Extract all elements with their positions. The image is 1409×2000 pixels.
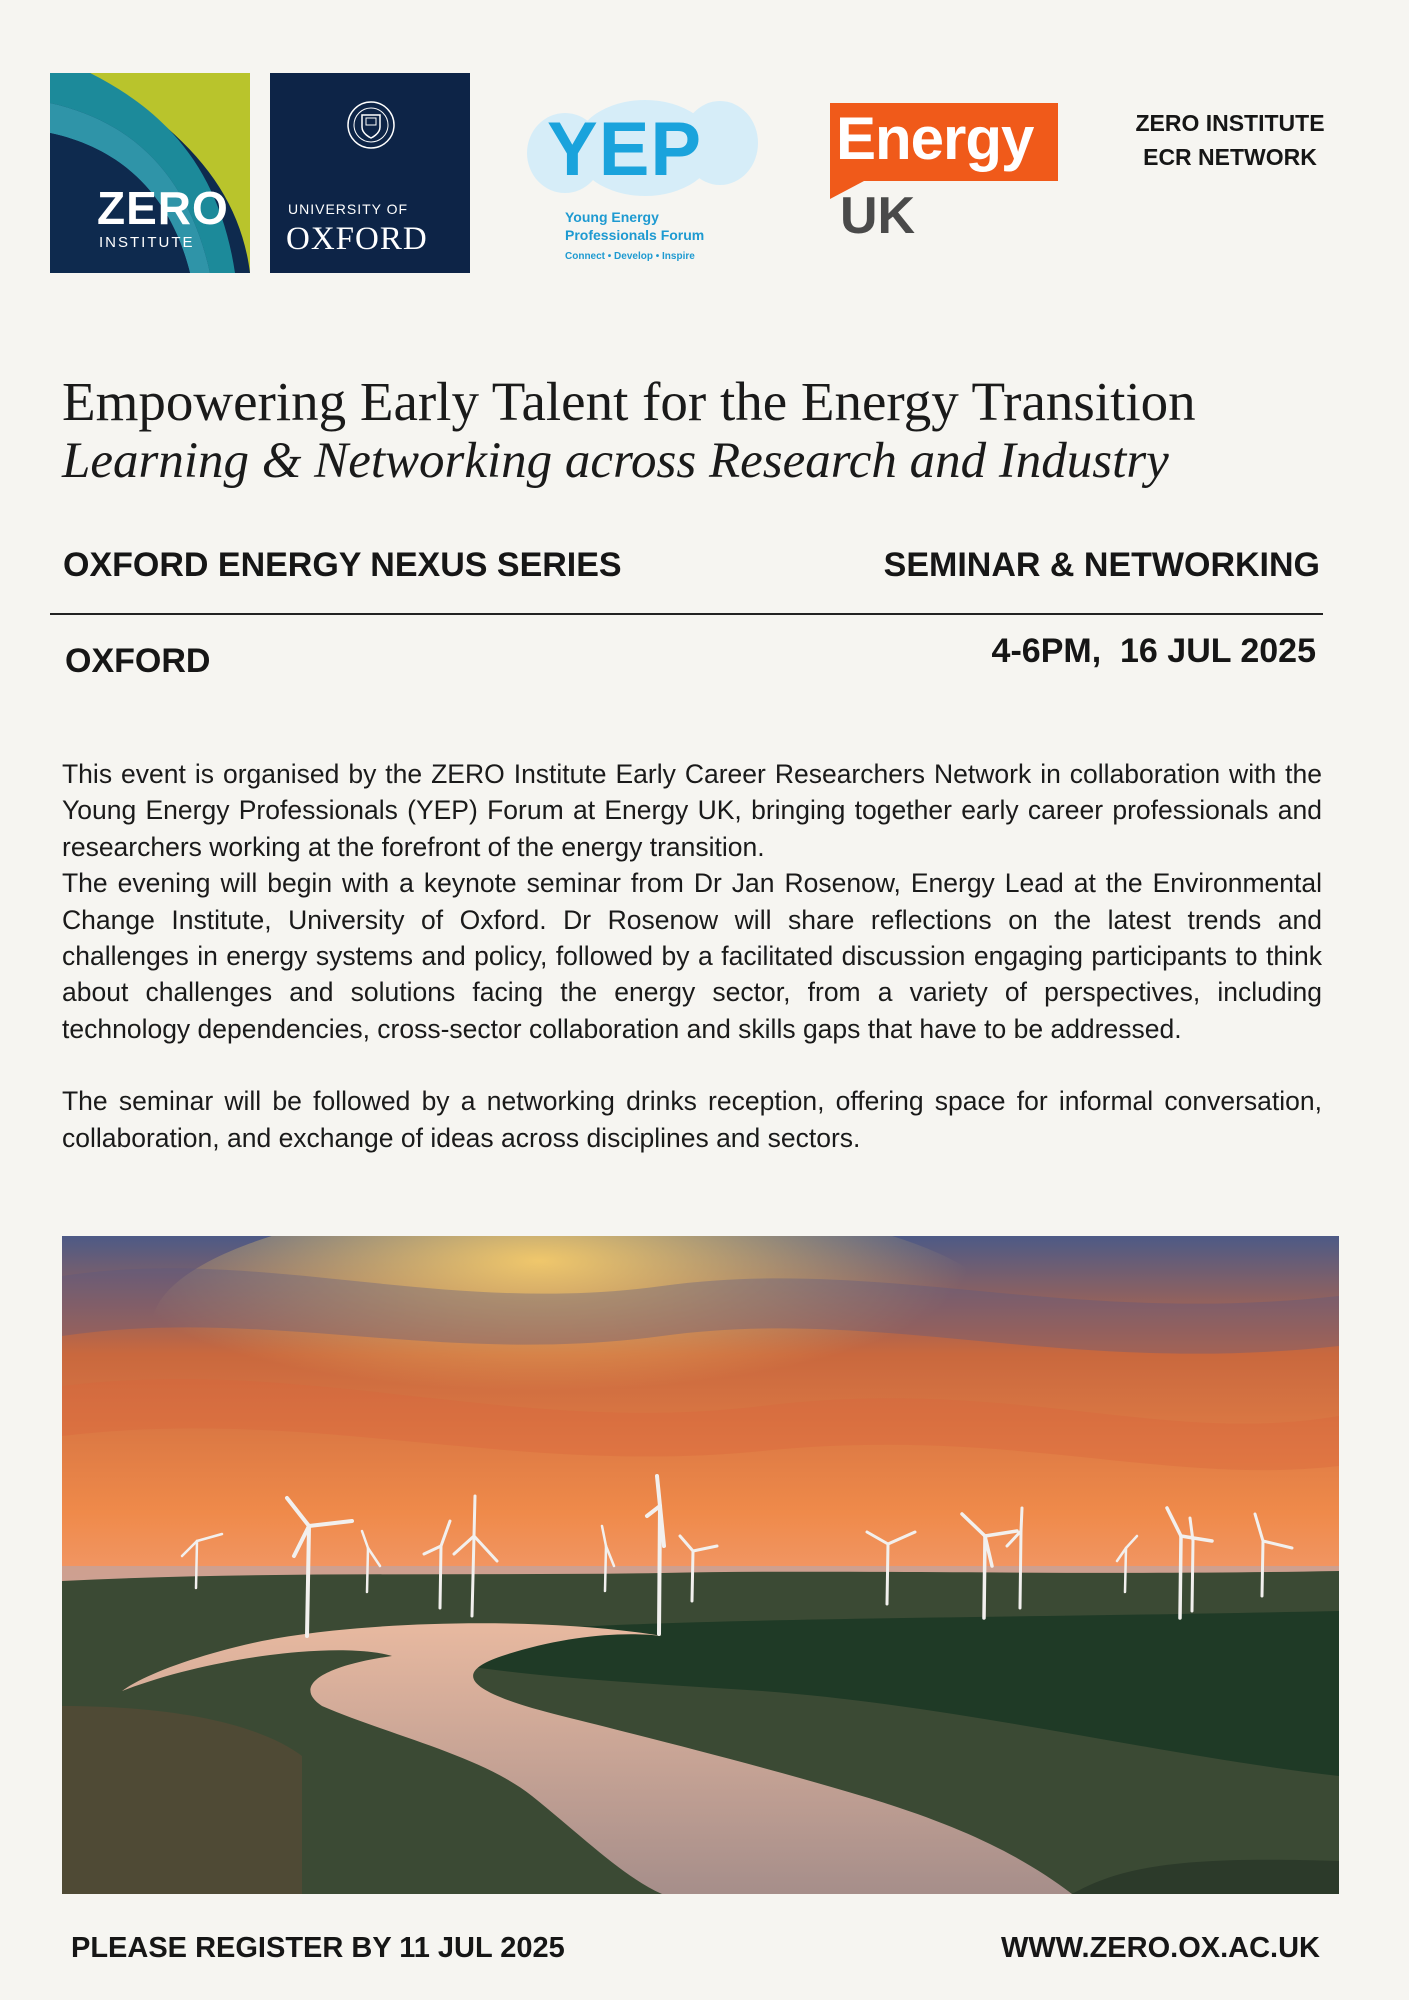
network-label-line1: ZERO INSTITUTE: [1135, 110, 1325, 136]
website-link[interactable]: WWW.ZERO.OX.AC.UK: [1001, 1932, 1320, 1964]
location-label: OXFORD: [65, 642, 211, 680]
series-label: OXFORD ENERGY NEXUS SERIES: [63, 546, 622, 584]
description-paragraph-2: The evening will begin with a keynote seminar from Dr Jan Rosenow, Energy Lead at the Environmental Change Institute, University of Oxford. Dr Rosenow will share reflections on the latest trends and challenges in energy systems and policy, followed by a facilitated discussion engaging participants to think about challenges and solutions facing the energy sector, from a variety of perspectives, including technology dependencies, cross-sector collaboration and skills gaps that have to be addressed.: [62, 868, 1322, 1044]
datetime-label: 4-6PM, 16 JUL 2025: [991, 632, 1316, 670]
oxford-university-of: UNIVERSITY OF: [288, 201, 409, 217]
network-label-line2: ECR NETWORK: [1143, 144, 1317, 170]
wind-farm-sunset-photo: [62, 1236, 1339, 1894]
page-title: Empowering Early Talent for the Energy Transition: [62, 371, 1196, 432]
yep-acronym: YEP: [547, 107, 703, 192]
zero-institute-logo: [50, 73, 250, 273]
event-description: [62, 756, 1322, 1156]
oxford-wordmark: OXFORD: [286, 221, 428, 257]
yep-name-line2: Professionals Forum: [565, 227, 705, 243]
divider: [50, 613, 1323, 615]
description-paragraph-3: The seminar will be followed by a networking drinks reception, offering space for informal conversation, collaboration, and exchange of ideas across disciplines and sectors.: [62, 1086, 1322, 1153]
university-of-oxford-logo: [270, 73, 470, 273]
yep-forum-logo: [525, 98, 760, 268]
yep-name-line1: Young Energy: [565, 209, 659, 225]
register-deadline: PLEASE REGISTER BY 11 JUL 2025: [71, 1932, 565, 1964]
description-paragraph-1: This event is organised by the ZERO Institute Early Career Researchers Network in collaboration with the Young Energy Professionals (YEP) Forum at Energy UK, bringing together early career professionals and researchers working at the forefront of the energy transition.: [62, 759, 1322, 862]
energy-uk-word-energy: Energy: [836, 105, 1034, 172]
format-label: SEMINAR & NETWORKING: [883, 546, 1320, 584]
zero-institute-label: INSTITUTE: [99, 234, 195, 251]
wind-farm-illustration: [62, 1236, 1339, 1894]
energy-uk-logo: [830, 103, 1060, 243]
zero-wordmark: ZERO: [97, 182, 229, 234]
yep-tagline: Connect • Develop • Inspire: [565, 251, 695, 262]
page-subtitle: Learning & Networking across Research and Industry: [62, 433, 1169, 489]
energy-uk-word-uk: UK: [840, 187, 916, 245]
network-label: [1100, 106, 1360, 174]
oxford-crest-icon: [346, 87, 396, 163]
